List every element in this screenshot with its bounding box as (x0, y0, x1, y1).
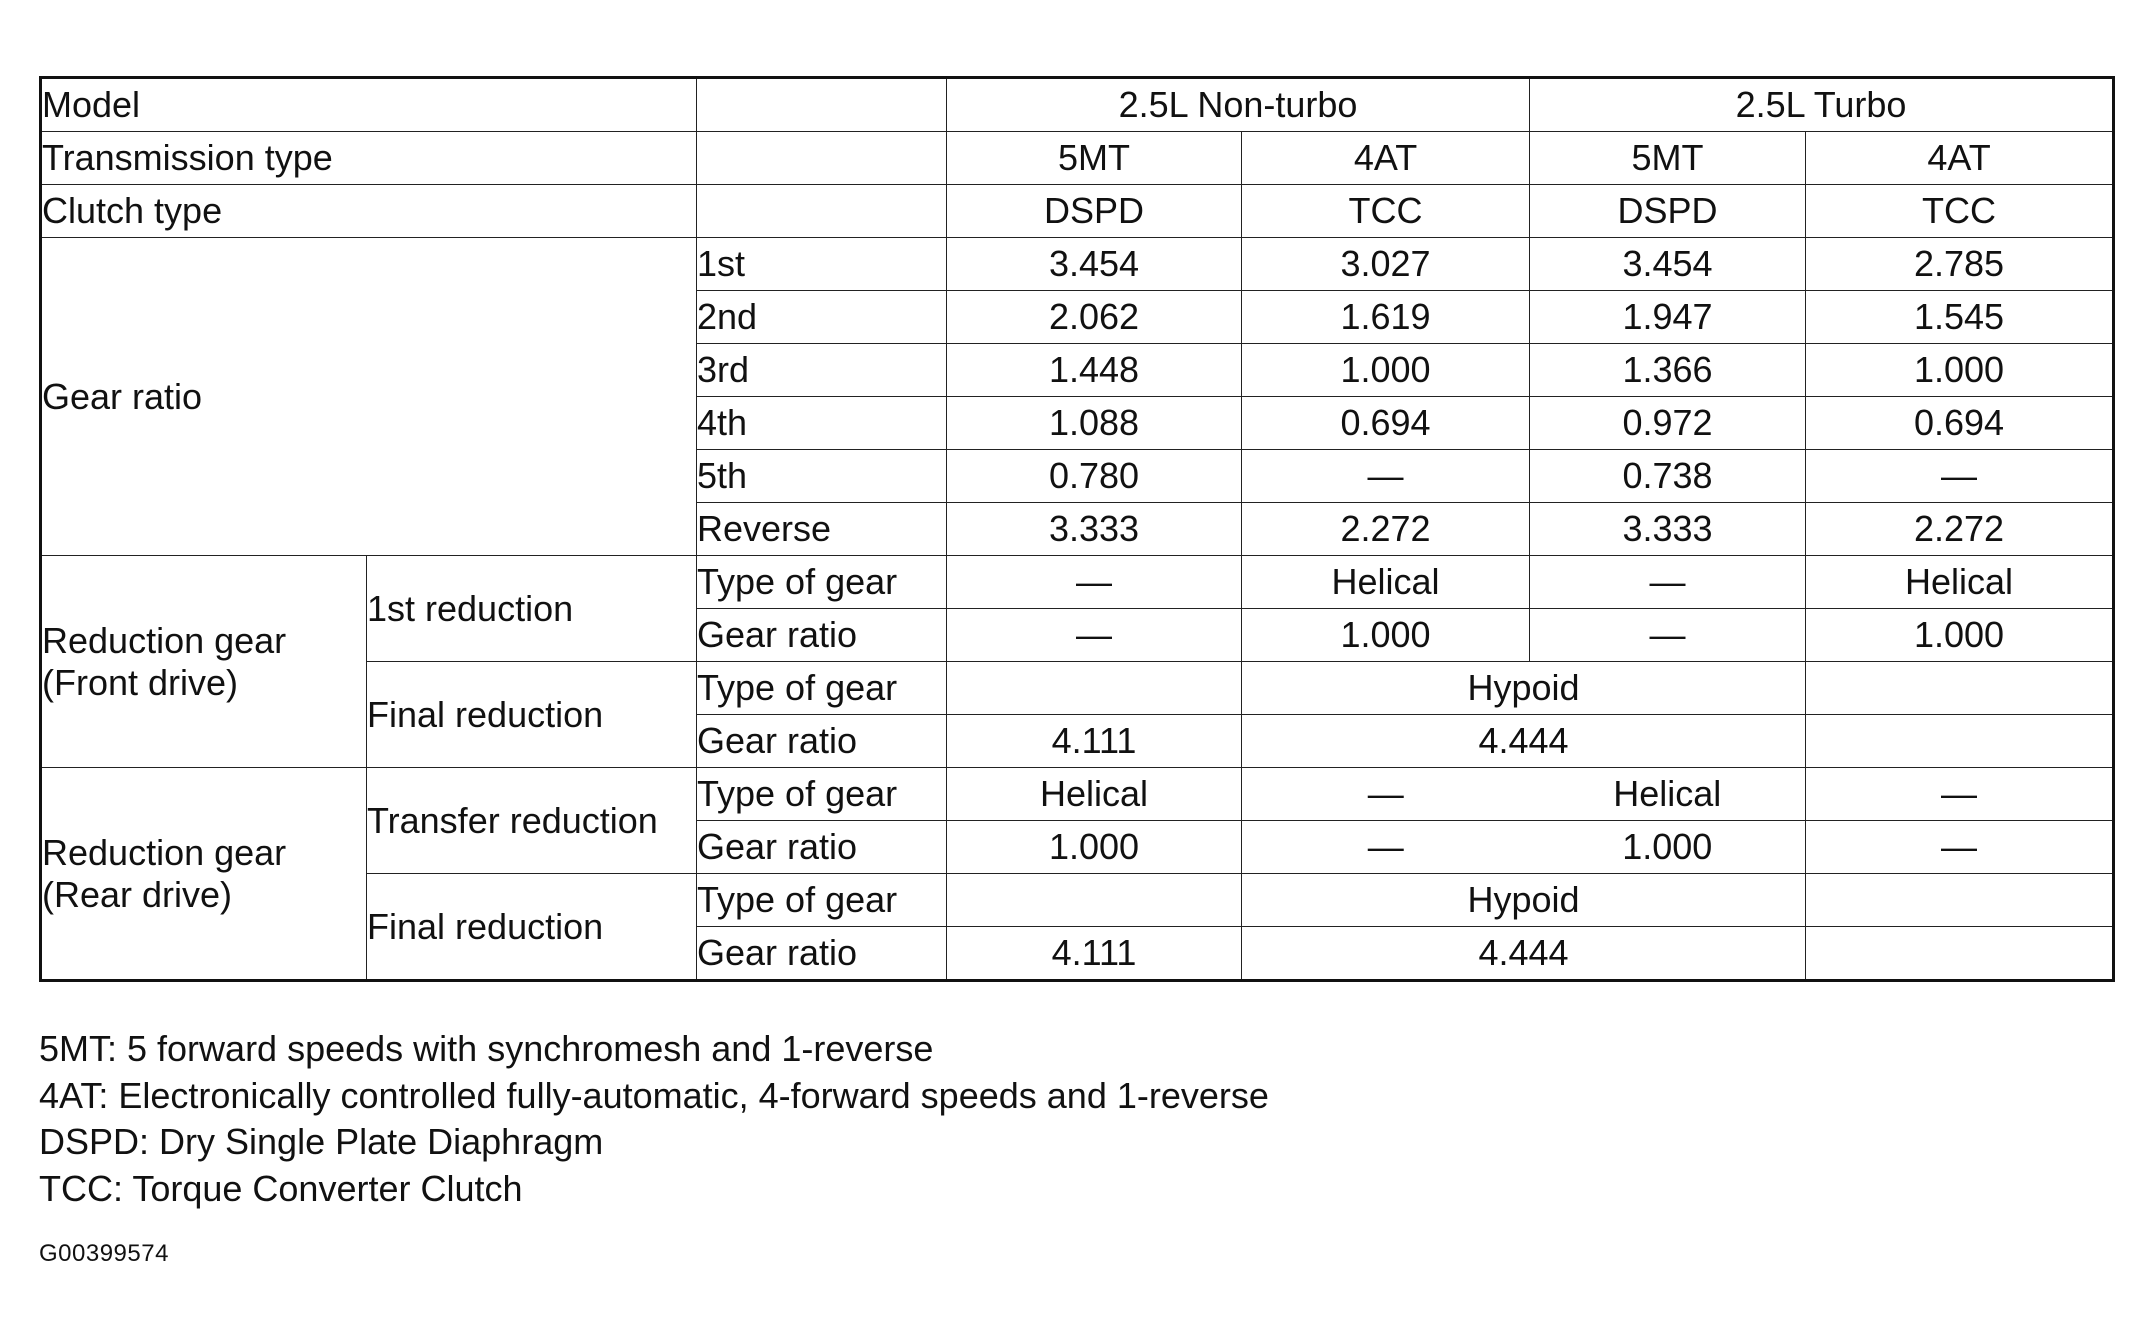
gear-ratio-spec-table (39, 76, 2115, 982)
ratio-cell: 1.448 (947, 344, 1242, 397)
gear-ratio-row-label: Gear ratio (697, 609, 947, 662)
ratio-cell: 0.694 (1806, 397, 2114, 450)
ratio-cell: — (1806, 821, 2114, 874)
blank-cell (947, 874, 1242, 927)
transmission-label: Transmission type (41, 132, 697, 185)
ratio-cell: 1.088 (947, 397, 1242, 450)
clutch-cell: DSPD (1530, 185, 1806, 238)
ratio-cell: 1.000 (1530, 821, 1806, 874)
final-reduction-label: Final reduction (367, 874, 697, 981)
gear-type-cell: Helical (1242, 556, 1530, 609)
footnote: TCC: Torque Converter Clutch (39, 1167, 523, 1209)
footnotes (39, 1026, 1269, 1212)
front-drive-label (41, 556, 367, 768)
turbo-header: 2.5L Turbo (1530, 78, 2114, 132)
trans-cell: 5MT (1530, 132, 1806, 185)
type-of-gear-label: Type of gear (697, 662, 947, 715)
front-reduction-row (41, 556, 2114, 609)
figure-code: G00399574 (39, 1240, 169, 1267)
final-reduction-label: Final reduction (367, 662, 697, 768)
ratio-cell: — (947, 609, 1242, 662)
rear-drive-label (41, 768, 367, 981)
clutch-label: Clutch type (41, 185, 697, 238)
type-of-gear-label: Type of gear (697, 556, 947, 609)
ratio-cell: 3.027 (1242, 238, 1530, 291)
type-of-gear-label: Type of gear (697, 874, 947, 927)
ratio-cell: 3.454 (947, 238, 1242, 291)
ratio-cell: 1.545 (1806, 291, 2114, 344)
ratio-cell: — (1242, 821, 1530, 874)
transmission-row (41, 132, 2114, 185)
gear-type-cell: — (1530, 556, 1806, 609)
gear-name: 2nd (697, 291, 947, 344)
ratio-cell: 2.272 (1242, 503, 1530, 556)
ratio-cell: 0.780 (947, 450, 1242, 503)
gear-name: 3rd (697, 344, 947, 397)
front-drive-label-line1: Reduction gear (42, 620, 287, 662)
ratio-cell: 3.454 (1530, 238, 1806, 291)
final-ratio-nonturbo: 4.111 (947, 715, 1242, 768)
first-reduction-label: 1st reduction (367, 556, 697, 662)
gear-ratio-label: Gear ratio (41, 238, 697, 556)
ratio-cell: 1.000 (1242, 344, 1530, 397)
blank-cell (947, 662, 1242, 715)
type-of-gear-label: Type of gear (697, 768, 947, 821)
gear-type-cell: Helical (1806, 556, 2114, 609)
gear-row (41, 238, 2114, 291)
blank-cell (1806, 874, 2114, 927)
gear-type-cell: Helical (1530, 768, 1806, 821)
footnote: DSPD: Dry Single Plate Diaphragm (39, 1121, 604, 1162)
hypoid-cell: Hypoid (1242, 662, 1806, 715)
gear-name: 4th (697, 397, 947, 450)
ratio-cell: 2.062 (947, 291, 1242, 344)
clutch-cell: DSPD (947, 185, 1242, 238)
footnote: 4AT: Electronically controlled fully-automatic, 4-forward speeds and 1-reverse (39, 1074, 1269, 1116)
gear-ratio-row-label: Gear ratio (697, 715, 947, 768)
blank-cell (697, 132, 947, 185)
ratio-cell: 2.785 (1806, 238, 2114, 291)
rear-drive-label-line1: Reduction gear (42, 832, 287, 874)
clutch-row (41, 185, 2114, 238)
model-label: Model (41, 78, 697, 132)
ratio-cell: 1.000 (1806, 609, 2114, 662)
non-turbo-header: 2.5L Non-turbo (947, 78, 1530, 132)
ratio-cell: — (1806, 450, 2114, 503)
ratio-cell: 2.272 (1806, 503, 2114, 556)
final-ratio-turbo: 4.444 (1242, 715, 1806, 768)
ratio-cell: 3.333 (1530, 503, 1806, 556)
final-ratio-turbo: 4.444 (1242, 927, 1806, 981)
blank-cell (1806, 927, 2114, 981)
gear-ratio-row-label: Gear ratio (697, 927, 947, 981)
blank-cell (697, 185, 947, 238)
ratio-cell: 1.619 (1242, 291, 1530, 344)
transfer-reduction-label: Transfer reduction (367, 768, 697, 874)
gear-name: 5th (697, 450, 947, 503)
blank-cell (697, 78, 947, 132)
rear-drive-label-line2: (Rear drive) (42, 873, 233, 915)
clutch-cell: TCC (1806, 185, 2114, 238)
trans-cell: 5MT (947, 132, 1242, 185)
gear-name: Reverse (697, 503, 947, 556)
ratio-cell: 0.738 (1530, 450, 1806, 503)
rear-transfer-row (41, 768, 2114, 821)
hypoid-cell: Hypoid (1242, 874, 1806, 927)
ratio-cell: 0.972 (1530, 397, 1806, 450)
ratio-cell: 1.366 (1530, 344, 1806, 397)
ratio-cell: 1.000 (1806, 344, 2114, 397)
ratio-cell: — (1530, 609, 1806, 662)
gear-type-cell: — (1242, 768, 1530, 821)
gear-name: 1st (697, 238, 947, 291)
final-ratio-nonturbo: 4.111 (947, 927, 1242, 981)
gear-type-cell: — (1806, 768, 2114, 821)
ratio-cell: — (1242, 450, 1530, 503)
gear-type-cell: — (947, 556, 1242, 609)
model-row (41, 78, 2114, 132)
blank-cell (1806, 715, 2114, 768)
clutch-cell: TCC (1242, 185, 1530, 238)
gear-type-cell: Helical (947, 768, 1242, 821)
footnote: 5MT: 5 forward speeds with synchromesh and 1-reverse (39, 1028, 934, 1069)
trans-cell: 4AT (1242, 132, 1530, 185)
trans-cell: 4AT (1806, 132, 2114, 185)
ratio-cell: 1.000 (947, 821, 1242, 874)
ratio-cell: 1.947 (1530, 291, 1806, 344)
ratio-cell: 0.694 (1242, 397, 1530, 450)
front-drive-label-line2: (Front drive) (42, 661, 239, 703)
ratio-cell: 1.000 (1242, 609, 1530, 662)
blank-cell (1806, 662, 2114, 715)
ratio-cell: 3.333 (947, 503, 1242, 556)
gear-ratio-row-label: Gear ratio (697, 821, 947, 874)
